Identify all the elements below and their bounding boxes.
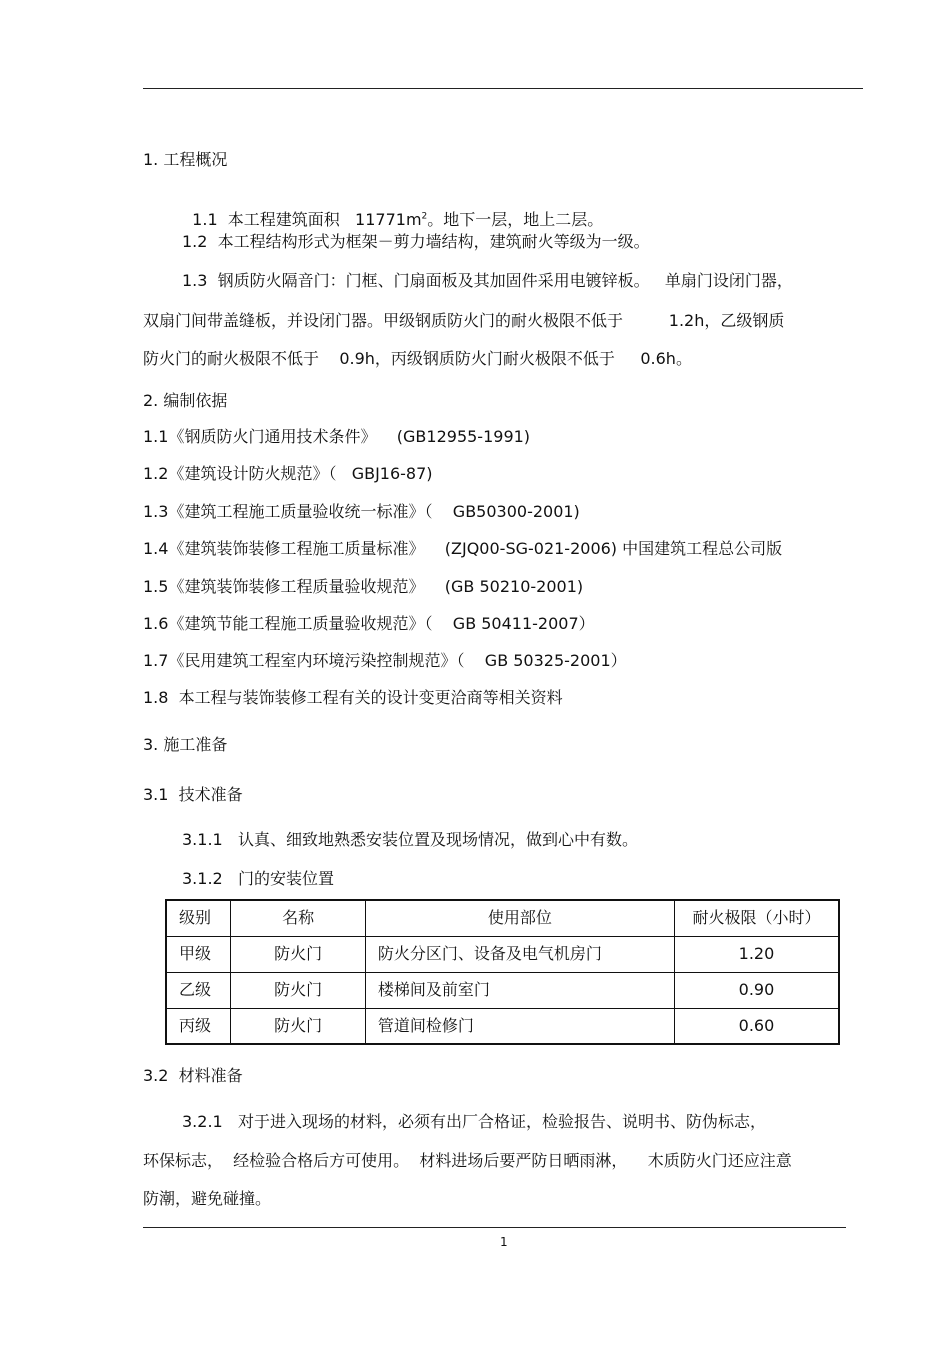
overview-p11 [182, 196, 603, 228]
section-heading-3: 3. 施工准备 [143, 735, 228, 754]
table-header-cell: 级别 [166, 900, 231, 936]
table-cell: 0.90 [674, 972, 839, 1008]
overview-p13-line1: 1.3 钢质防火隔音门：门框、门扇面板及其加固件采用电镀锌板。 单扇门设闭门器， [182, 271, 793, 290]
table-row [166, 936, 839, 972]
basis-item: 1.7《民用建筑工程室内环境污染控制规范》（ GB 50325-2001） [143, 651, 627, 670]
basis-item: 1.1《钢质防火门通用技术条件》 (GB12955-1991) [143, 427, 531, 446]
tech-p312: 3.1.2 门的安装位置 [182, 869, 334, 888]
page-number: 1 [500, 1235, 508, 1249]
table-cell: 1.20 [674, 936, 839, 972]
material-line3: 防潮，避免碰撞。 [143, 1189, 272, 1208]
table-header-cell: 名称 [231, 900, 366, 936]
table-header-row [166, 900, 839, 936]
overview-p12: 1.2 本工程结构形式为框架－剪力墙结构，建筑耐火等级为一级。 [182, 232, 650, 251]
superscript: 2 [421, 211, 428, 222]
material-line1: 3.2.1 对于进入现场的材料，必须有出厂合格证，检验报告、说明书、防伪标志， [182, 1112, 766, 1131]
table-cell: 楼梯间及前室门 [365, 972, 674, 1008]
table-header-cell: 使用部位 [365, 900, 674, 936]
table-cell: 管道间检修门 [365, 1008, 674, 1044]
table-cell: 甲级 [166, 936, 231, 972]
table-cell: 防火门 [231, 972, 366, 1008]
basis-item: 1.4《建筑装饰装修工程施工质量标准》 (ZJQ00-SG-021-2006) 中国建筑工程总公司版 [143, 539, 783, 558]
subsection-heading-3-1: 3.1 技术准备 [143, 785, 243, 804]
tech-p311: 3.1.1 认真、细致地熟悉安装位置及现场情况，做到心中有数。 [182, 830, 638, 849]
table-cell: 防火门 [231, 936, 366, 972]
basis-item: 1.8 本工程与装饰装修工程有关的设计变更洽商等相关资料 [143, 688, 563, 707]
door-location-table [165, 899, 840, 1045]
table-row [166, 1008, 839, 1044]
table-cell: 防火门 [231, 1008, 366, 1044]
overview-p11-text-b: 。地下一层，地上二层。 [427, 210, 604, 229]
overview-p13-line2: 双扇门间带盖缝板，并设闭门器。甲级钢质防火门的耐火极限不低于 1.2h，乙级钢质 [143, 311, 785, 330]
material-line2: 环保标志， 经检验合格后方可使用。 材料进场后要严防日晒雨淋， 木质防火门还应注意 [143, 1151, 792, 1170]
table-cell: 防火分区门、设备及电气机房门 [365, 936, 674, 972]
footer-rule [143, 1227, 846, 1228]
basis-item: 1.6《建筑节能工程施工质量验收规范》（ GB 50411-2007） [143, 614, 595, 633]
table-row [166, 972, 839, 1008]
overview-p13-line3: 防火门的耐火极限不低于 0.9h，丙级钢质防火门耐火极限不低于 0.6h。 [143, 349, 692, 368]
section-heading-1: 1. 工程概况 [143, 150, 228, 169]
section-heading-2: 2. 编制依据 [143, 391, 228, 410]
table-cell: 乙级 [166, 972, 231, 1008]
basis-item: 1.2《建筑设计防火规范》（ GBJ16-87) [143, 464, 433, 483]
table-cell: 丙级 [166, 1008, 231, 1044]
table-header-cell: 耐火极限（小时） [674, 900, 839, 936]
basis-item: 1.5《建筑装饰装修工程质量验收规范》 (GB 50210-2001) [143, 577, 584, 596]
header-rule [143, 88, 863, 89]
table-cell: 0.60 [674, 1008, 839, 1044]
subsection-heading-3-2: 3.2 材料准备 [143, 1066, 243, 1085]
overview-p11-text: 1.1 本工程建筑面积 11771m [192, 210, 422, 229]
basis-item: 1.3《建筑工程施工质量验收统一标准》（ GB50300-2001) [143, 502, 580, 521]
